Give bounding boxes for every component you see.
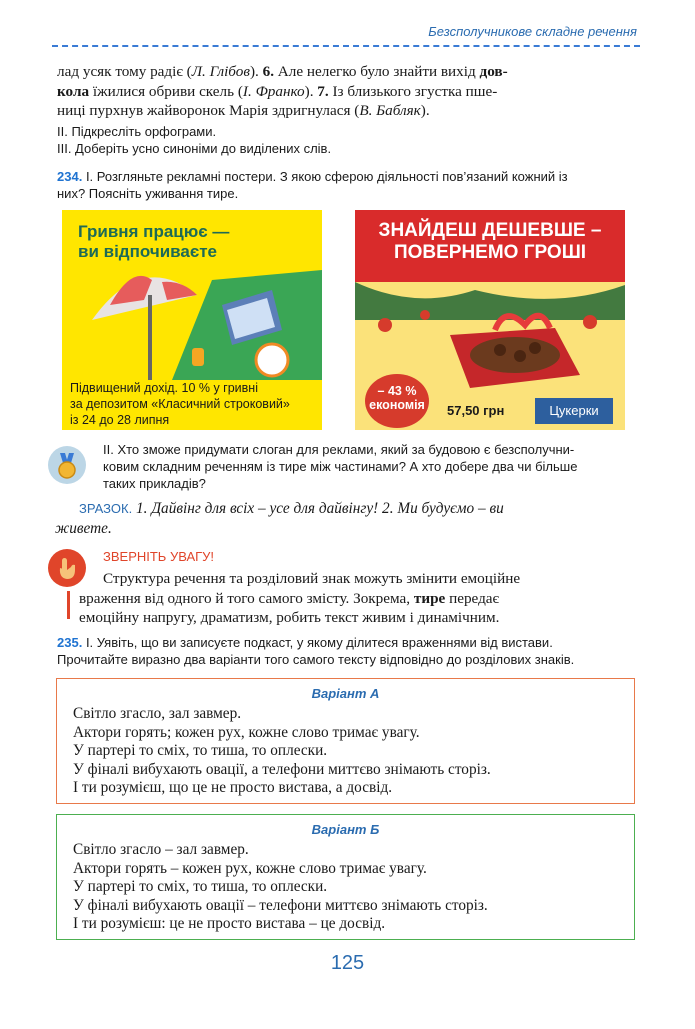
- discount-badge: – 43 % економія: [365, 374, 429, 428]
- attention-bar: [67, 591, 70, 619]
- page-number: 125: [330, 952, 365, 974]
- exercise-234: [57, 168, 637, 202]
- exercise-234-line1: І. Розгляньте рекламні постери. З якою сферою діяльності пов’язаний кожний із: [85, 169, 568, 184]
- medal-icon: [47, 445, 87, 485]
- poster2-title: ЗНАЙДЕШ ДЕШЕВШЕ – ПОВЕРНЕМО ГРОШІ: [378, 220, 602, 263]
- candy-button: Цукерки: [535, 398, 613, 424]
- sample-label: ЗРАЗОК.: [79, 501, 133, 516]
- variant-b-box: [56, 814, 635, 940]
- variant-a-box: [56, 678, 635, 804]
- task-list: [57, 123, 637, 157]
- intro-line-2: кола їжилися обриви скель (І. Франко). 7. Із близького згустка пше-: [57, 82, 498, 100]
- exercise-235: 235. І. Уявіть, що ви записуєте подкаст, у якому ділитеся враженнями від вистави. Прочитайте виразно два варіанти того самого тексту відповідно до розділових знаків.: [57, 635, 575, 667]
- variant-a-title: Варіант А: [311, 686, 380, 701]
- intro-text: [57, 62, 637, 121]
- sample-block: [55, 499, 639, 538]
- exercise-234-line2: них? Поясніть уживання тире.: [57, 186, 239, 201]
- beach-ball-icon: [256, 344, 288, 376]
- exercise-number: 234.: [57, 169, 83, 184]
- variant-a-text: Світло згасло, зал завмер. Актори горять; кожен рух, кожне слово тримає увагу. У партері то сміх, то тиша, то оплески. У фіналі вибухають овації, а телефони миттєво знімають сторіз. І ти розумієш, що це не просто вистава, а досвід.: [73, 705, 491, 796]
- variant-b-title: Варіант Б: [311, 822, 380, 837]
- sample-line1: 1. Дайвінг для всіх – усе для дайвінгу! 2. Ми будуємо – ви: [136, 500, 504, 517]
- poster-bank: [62, 210, 322, 430]
- intro-line-3: ниці пурхнув жайворонок Марія здригнулася (В. Бабляк).: [57, 102, 430, 119]
- poster-candy: [355, 210, 625, 430]
- running-header: Безсполучникове складне речення: [428, 24, 637, 39]
- intro-line-1: лад усяк тому радіє (Л. Глібов). 6. Але нелегко було знайти вихід дов-: [57, 63, 508, 80]
- cup-shape: [192, 348, 204, 366]
- header-divider: [52, 45, 640, 47]
- task-line-2: ІІ. Підкресліть орфограми.: [57, 124, 217, 139]
- attention-line2: враження від одного й того самого змісту. Зокрема, тире передає: [79, 589, 500, 607]
- attention-title: ЗВЕРНІТЬ УВАГУ!: [103, 549, 215, 564]
- task-line-3: ІІІ. Доберіть усно синоніми до виділених слів.: [57, 141, 332, 156]
- variant-b-text: Світло згасло – зал завмер. Актори горять – кожен рух, кожне слово тримає увагу. У партері то сміх, то тиша, то оплески. У фіналі вибухають овації – телефони миттєво знімають сторіз. І ти розумієш: це не просто вистава – це досвід.: [73, 841, 488, 932]
- price-label: 57,50 грн: [447, 403, 505, 418]
- attention-text: Структура речення та розділовий знак можуть змінити емоційне враження від одного й того самого змісту. Зокрема, тире передає емоційну напругу, драматизм, робить текст живим і динамічним.: [79, 569, 639, 628]
- poster1-caption: Підвищений дохід. 10 % у гривні за депозитом «Класичний строковий» із 24 до 28 липня: [70, 381, 290, 427]
- poster1-title: Гривня працює — ви відпочиваєте: [78, 222, 230, 261]
- sample-line2: живете.: [55, 519, 112, 537]
- exercise-234-part2: ІІ. Хто зможе придумати слоган для реклами, який за будовою є безсполучни- ковим складним реченням із тире між частинами? А хто добере два чи більше таких прикладів?: [103, 442, 578, 491]
- exercise-number: 235.: [57, 635, 83, 650]
